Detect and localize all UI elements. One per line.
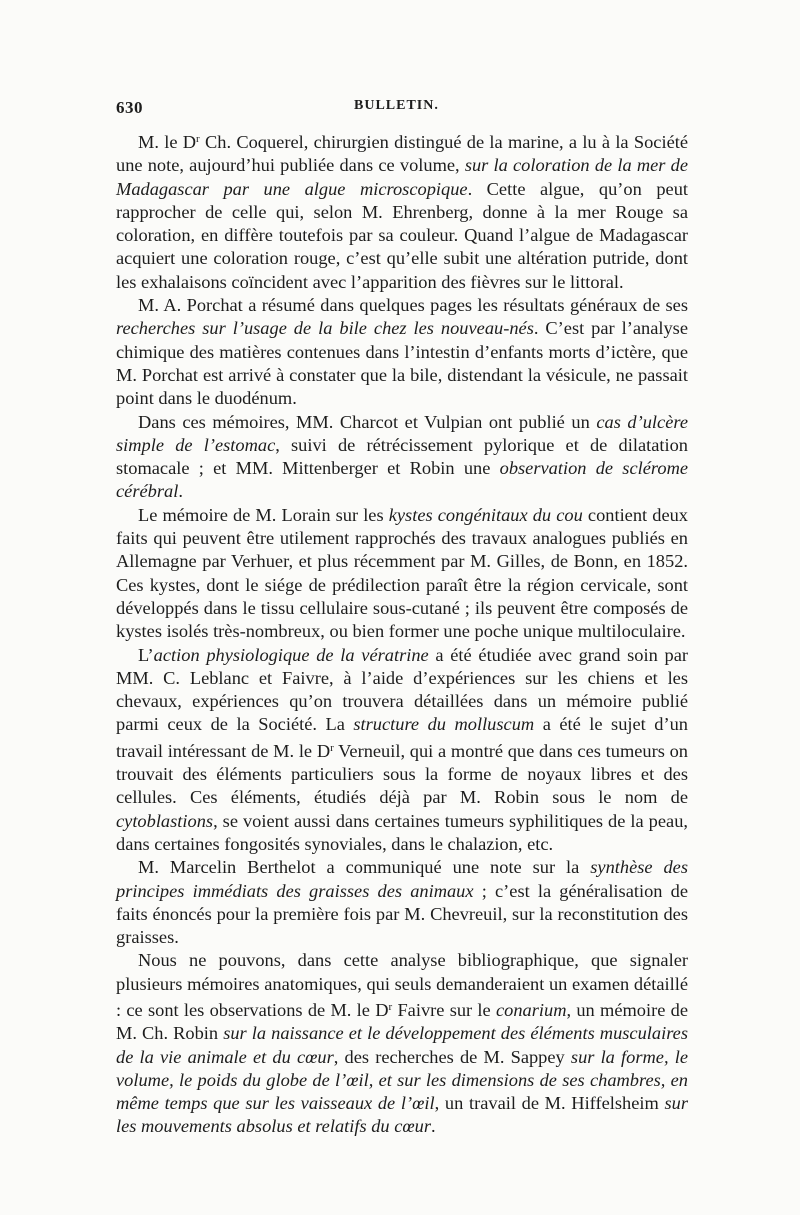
italic-title: sur la naissance et le développement des éléments musculaires de la vie animale et du cœur	[116, 1023, 688, 1067]
paragraph	[116, 644, 688, 857]
italic-title: recherches sur l’usage de la bile chez les nouveau-nés	[116, 318, 534, 339]
italic-title: observation de sclérome cérébral	[116, 458, 689, 502]
text-run: M. le D	[138, 132, 197, 152]
text-run: contient deux faits qui peuvent être utilement rapprochés des travaux analogues publiés en Allemagne par Verhuer, et plus récemment par M. Gilles, de Bonn, en 1852. Ces kystes, dont le siége de prédilection paraît être la région cervicale, sont développés dans le tissu cellulaire sous-cutané ; ils peuvent être composés de kystes isolés très-nombreux, ou bien former une poche unique multiloculaire.	[116, 504, 688, 642]
text-run: , un travail de M. Hiffelsheim	[434, 1093, 665, 1114]
page-number: 630	[116, 98, 143, 117]
text-run: . C’est par l’analyse chimique des matières contenues dans l’intestin d’enfants morts d’ictère, que M. Porchat est arrivé à constater que la bile, distendant la vésicule, ne passait point dans le duodénum.	[116, 318, 688, 409]
italic-title: structure du molluscum	[353, 714, 535, 735]
text-run: Nous ne pouvons, dans cette analyse bibliographique, que signaler plusieurs mémoires anatomiques, qui seuls demanderaient un examen détaillé : ce sont les observations de M. le D	[116, 950, 688, 1020]
paragraph	[116, 504, 688, 644]
running-title: BULLETIN.	[354, 98, 439, 113]
italic-title: action physiologique de la vératrine	[153, 644, 429, 665]
text-run: , se voient aussi dans certaines tumeurs syphilitiques de la peau, dans certaines fongosités synoviales, dans le chalazion, etc.	[116, 810, 688, 854]
paragraph	[116, 128, 688, 294]
text-run: a été étudiée avec grand soin par MM. C. Leblanc et Faivre, à l’aide d’expériences sur les chiens et les chevaux, expériences qu’on trouvera détaillées dans un mémoire publié parmi ceux de la Société. La	[116, 644, 688, 735]
text-run: . Cette algue, qu’on peut rapprocher de celle qui, selon M. Ehrenberg, donne à la mer Rouge sa coloration, en diffère toutefois par sa couleur. Quand l’algue de Madagascar acquiert une coloration rouge, c’est qu’elle subit une altération putride, dont les exhalaisons coïncident avec l’apparition des fièvres sur le littoral.	[116, 178, 688, 292]
text-run: , un mémoire de M. Ch. Robin	[116, 999, 689, 1044]
text-run: Dans ces mémoires, MM. Charcot et Vulpian ont publié un	[138, 411, 597, 432]
page-header	[116, 98, 686, 124]
text-run: Le mémoire de M. Lorain sur les	[138, 504, 389, 525]
text-run: ; c’est la généralisation de faits énoncés pour la première fois par M. Chevreuil, sur la reconstitution des graisses.	[116, 880, 688, 948]
superscript: r	[196, 133, 200, 145]
paragraph	[116, 411, 688, 504]
italic-title: sur la forme, le volume, le poids du globe de l’œil, et sur les dimensions de ses chambres, en même temps que sur les vaisseaux de l’œil	[116, 1046, 688, 1114]
italic-title: synthèse des principes immédiats des graisses des animaux	[116, 857, 688, 901]
superscript: r	[388, 1000, 393, 1013]
text-run: Faivre sur le	[392, 999, 496, 1020]
text-run: Verneuil, qui a montré que dans ces tumeurs on trouvait des éléments particuliers sous la forme de noyaux libres et des cellules. Ces éléments, étudiés déjà par M. Robin sous le nom de	[116, 740, 689, 808]
paragraph	[116, 949, 688, 1138]
text-run: M. Marcelin Berthelot a communiqué une note sur la	[138, 857, 591, 878]
text-run: M. A. Porchat a résumé dans quelques pages les résultats généraux de ses	[138, 295, 688, 316]
body-text	[116, 128, 688, 1139]
text-run: .	[178, 481, 183, 502]
superscript: r	[330, 741, 334, 754]
text-run: , suivi de rétrécissement pylorique et de dilatation stomacale ; et MM. Mittenberger et Robin une	[116, 434, 688, 479]
italic-title: kystes congénitaux du cou	[388, 504, 583, 525]
italic-title: cytoblastions	[116, 810, 214, 831]
italic-title: conarium	[495, 999, 567, 1020]
text-run: Ch. Coquerel, chirurgien distingué de la marine, a lu à la Société une note, aujourd’hui publiée dans ce volume,	[116, 132, 688, 176]
paragraph	[116, 294, 688, 410]
text-run: .	[431, 1116, 436, 1137]
italic-title: cas d’ulcère simple de l’estomac	[116, 411, 688, 455]
text-run: L’	[138, 644, 154, 665]
paragraph	[116, 856, 688, 949]
italic-title: sur les mouvements absolus et relatifs du cœur	[116, 1093, 688, 1137]
text-run: , des recherches de M. Sappey	[333, 1046, 571, 1067]
text-run: a été le sujet d’un travail intéressant de M. le D	[116, 714, 689, 761]
italic-title: sur la coloration de la mer de Madagascar par une algue microscopique	[116, 155, 688, 199]
